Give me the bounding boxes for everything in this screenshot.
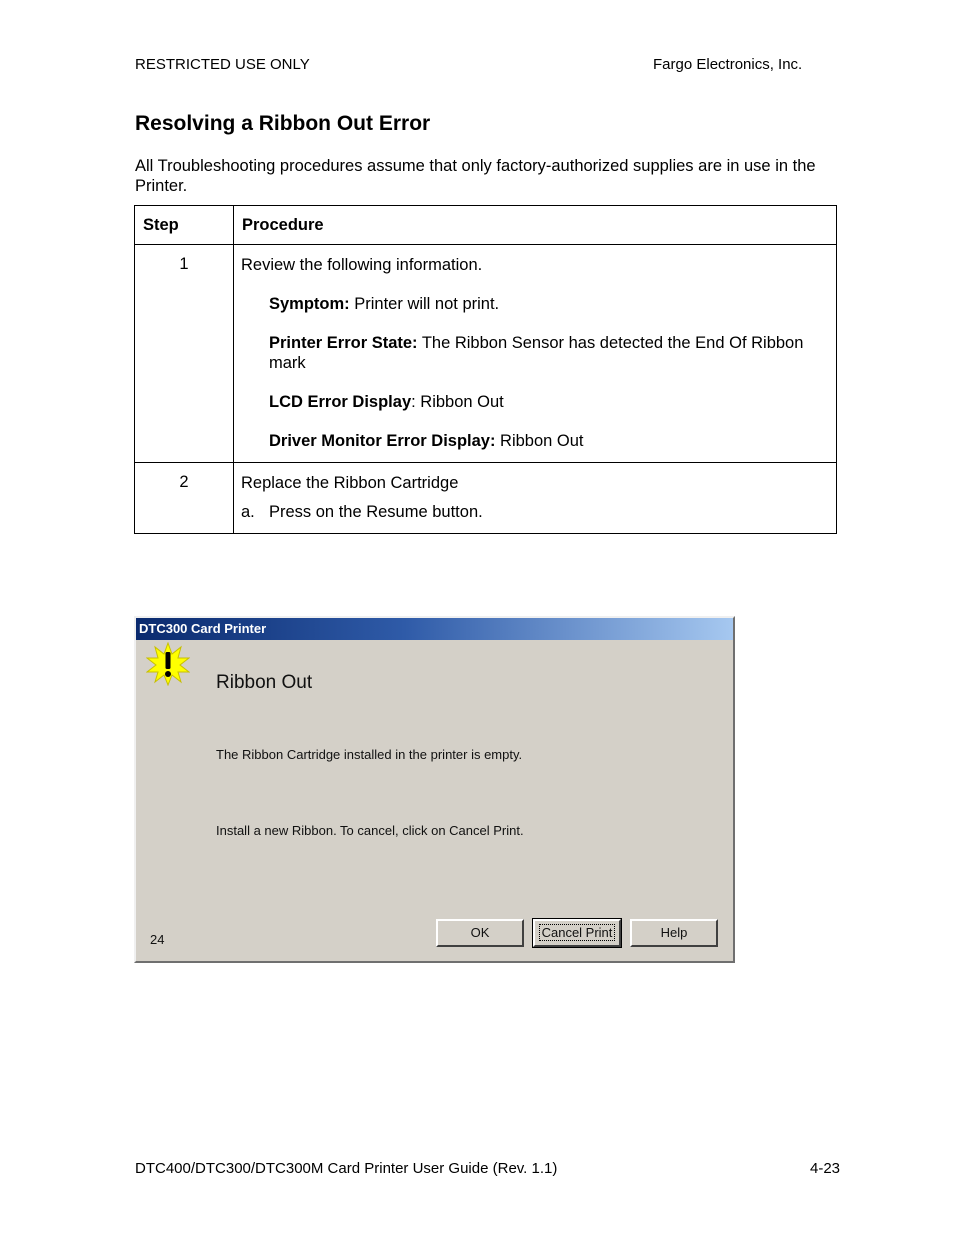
detail-label: Driver Monitor Error Display: [269, 432, 496, 450]
procedure-cell [234, 463, 837, 534]
warning-icon [146, 642, 190, 686]
detail-value: : Ribbon Out [411, 393, 504, 411]
detail-error-state [269, 333, 828, 373]
ribbon-out-dialog [134, 616, 735, 963]
table-header-row [135, 206, 837, 245]
header-company: Fargo Electronics, Inc. [653, 56, 803, 73]
cancel-print-label: Cancel Print [539, 924, 616, 941]
col-header-step: Step [135, 206, 234, 245]
step-number: 2 [135, 463, 234, 534]
dialog-titlebar: DTC300 Card Printer [136, 618, 733, 640]
procedure-text: Review the following information. [241, 256, 483, 274]
footer-page-number: 4-23 [810, 1160, 841, 1177]
table-row [135, 463, 837, 534]
procedure-cell [234, 245, 837, 463]
substep-marker: a. [241, 503, 255, 521]
detail-label: Symptom: [269, 295, 350, 313]
substep-text: Press on the Resume button. [269, 503, 483, 521]
ok-button[interactable]: OK [436, 919, 524, 947]
dialog-message-empty: The Ribbon Cartridge installed in the printer is empty. [216, 747, 523, 762]
col-header-procedure: Procedure [234, 206, 837, 245]
step-number: 1 [135, 245, 234, 463]
page-title: Resolving a Ribbon Out Error [135, 112, 431, 135]
footer-guide-title: DTC400/DTC300/DTC300M Card Printer User Guide (Rev. 1.1) [135, 1160, 558, 1177]
procedure-text: Replace the Ribbon Cartridge [241, 474, 459, 492]
detail-lcd-display [269, 392, 828, 412]
detail-symptom [269, 294, 828, 314]
table-row [135, 245, 837, 463]
procedure-table [134, 205, 837, 534]
detail-label: Printer Error State: [269, 334, 418, 352]
header-restricted: RESTRICTED USE ONLY [135, 56, 310, 73]
detail-value: Printer will not print. [349, 295, 500, 313]
intro-text: All Troubleshooting procedures assume that only factory-authorized supplies are in use in the Printer. [135, 157, 816, 195]
dialog-error-code: 24 [150, 932, 165, 947]
dialog-message-instruction: Install a new Ribbon. To cancel, click on Cancel Print. [216, 823, 524, 838]
help-button[interactable]: Help [630, 919, 718, 947]
detail-driver-display [269, 431, 828, 451]
detail-label: LCD Error Display [269, 393, 412, 411]
substep [241, 502, 828, 522]
dialog-heading: Ribbon Out [216, 672, 313, 693]
cancel-print-button[interactable] [533, 919, 621, 947]
detail-value: The Ribbon Sensor has detected the End Of Ribbon mark [269, 334, 804, 372]
detail-value: Ribbon Out [495, 432, 584, 450]
